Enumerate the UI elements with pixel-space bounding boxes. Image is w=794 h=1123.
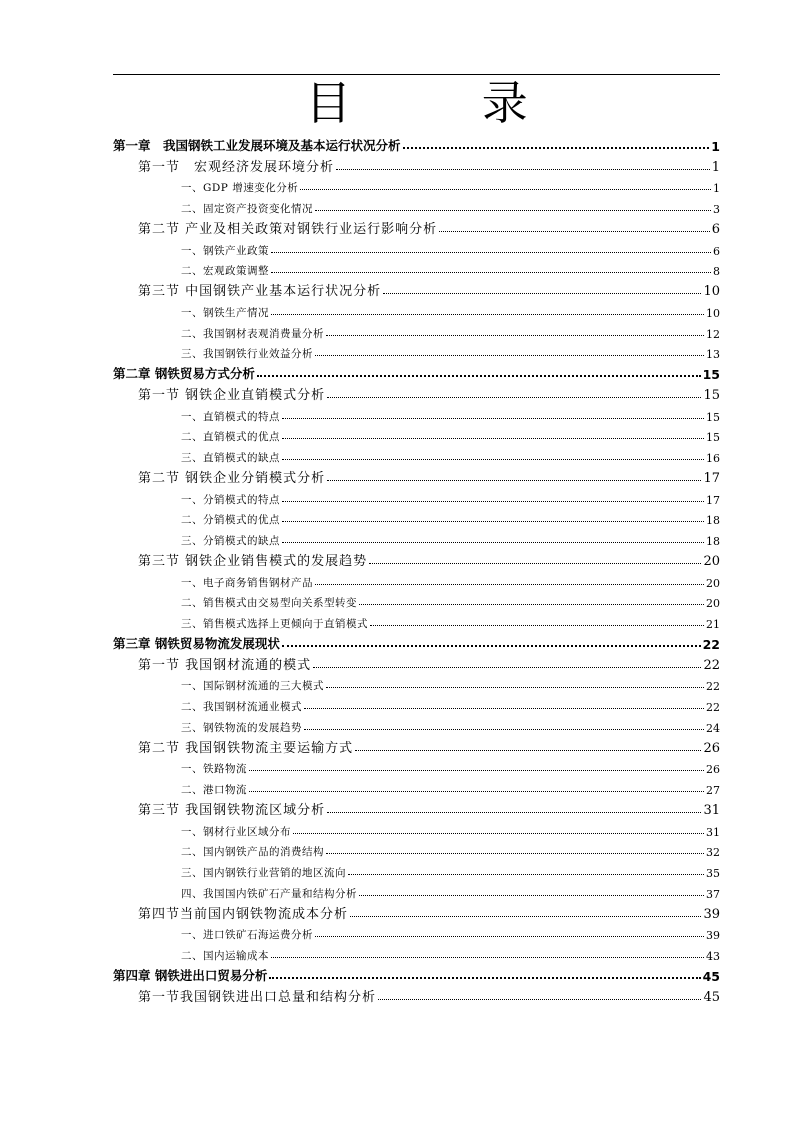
dot-leader (271, 314, 704, 315)
toc-page-number: 18 (706, 535, 720, 548)
toc-section-entry[interactable] (113, 548, 720, 569)
dot-leader (249, 791, 704, 792)
toc-entry-title: 四、我国国内铁矿石产量和结构分析 (181, 887, 357, 900)
toc-entry-title: 第二章 钢铁贸易方式分析 (113, 366, 255, 381)
toc-entry-title: 二、销售模式由交易型向关系型转变 (181, 597, 357, 610)
dot-leader (327, 480, 701, 481)
toc-page-number: 3 (713, 203, 720, 216)
header-rule (113, 74, 720, 75)
toc-entry-title: 第三节 钢铁企业销售模式的发展趋势 (138, 553, 368, 569)
dot-leader (315, 584, 704, 585)
toc-entry-title: 二、国内运输成本 (181, 950, 269, 962)
toc-section-entry[interactable] (113, 901, 720, 922)
toc-page-number: 39 (706, 929, 720, 943)
toc-chapter-entry[interactable] (113, 133, 720, 154)
toc-entry-title: 第一节 钢铁企业直销模式分析 (138, 387, 326, 403)
dot-leader (282, 438, 704, 439)
toc-entry-title: 三、直销模式的缺点 (181, 452, 280, 464)
dot-leader (383, 293, 701, 294)
toc-subsection-entry[interactable] (113, 507, 720, 528)
toc-section-entry[interactable] (113, 735, 720, 756)
toc-page-number: 32 (706, 846, 720, 860)
toc-page-number: 31 (703, 802, 720, 818)
toc-page-number: 17 (703, 470, 720, 486)
page-title: 目 录 (305, 76, 586, 130)
toc-entry-title: 第一节我国钢铁进出口总量和结构分析 (138, 989, 377, 1005)
toc-subsection-entry[interactable] (113, 569, 720, 590)
toc-page-number: 20 (706, 597, 720, 611)
toc-entry-title: 第四章 钢铁进出口贸易分析 (113, 967, 268, 983)
toc-entry-title: 二、固定资产投资变化情况 (181, 203, 313, 215)
toc-page-number: 26 (703, 740, 720, 756)
toc-subsection-entry[interactable] (113, 818, 720, 839)
toc-subsection-entry[interactable] (113, 403, 720, 424)
dot-leader (282, 418, 704, 419)
toc-section-entry[interactable] (113, 154, 720, 175)
toc-page-number: 15 (706, 410, 720, 424)
toc-subsection-entry[interactable] (113, 610, 720, 631)
dot-leader (282, 521, 704, 522)
toc-section-entry[interactable] (113, 797, 720, 818)
toc-entry-title: 二、宏观政策调整 (181, 265, 269, 278)
dot-leader (282, 645, 701, 647)
toc-entry-title: 二、国内钢铁产品的消费结构 (181, 846, 324, 859)
toc-page-number: 22 (706, 701, 720, 714)
toc-page-number: 15 (703, 387, 720, 403)
toc-section-entry[interactable] (113, 984, 720, 1005)
toc-entry-title: 一、钢材行业区域分布 (181, 825, 291, 838)
dot-leader (369, 563, 701, 564)
toc-subsection-entry[interactable] (113, 942, 720, 963)
dot-leader (336, 169, 710, 170)
toc-page-number: 12 (706, 327, 720, 341)
toc-entry-title: 二、我国钢材流通业模式 (181, 701, 302, 713)
toc-subsection-entry[interactable] (113, 859, 720, 880)
toc-subsection-entry[interactable] (113, 839, 720, 860)
toc-page-number: 31 (706, 825, 720, 839)
toc-subsection-entry[interactable] (113, 776, 720, 797)
toc-subsection-entry[interactable] (113, 424, 720, 445)
toc-page-number: 8 (713, 265, 720, 279)
toc-page-number: 27 (706, 784, 720, 797)
toc-page-number: 45 (703, 989, 720, 1005)
toc-subsection-entry[interactable] (113, 714, 720, 735)
toc-subsection-entry[interactable] (113, 341, 720, 362)
toc-entry-title: 第二节 钢铁企业分销模式分析 (138, 470, 326, 486)
toc-page-number: 26 (706, 763, 720, 777)
toc-entry-title: 第一节 宏观经济发展环境分析 (138, 159, 335, 175)
toc-page-number: 21 (706, 618, 720, 631)
toc-page-number: 45 (702, 968, 720, 984)
dot-leader (271, 272, 711, 273)
toc-page-number: 18 (706, 514, 720, 528)
toc-subsection-entry[interactable] (113, 880, 720, 901)
toc-page-number: 39 (703, 906, 720, 922)
toc-subsection-entry[interactable] (113, 258, 720, 279)
toc-page-number: 6 (713, 244, 720, 258)
toc-entry-title: 第二节 我国钢铁物流主要运输方式 (138, 740, 354, 756)
toc-subsection-entry[interactable] (113, 527, 720, 548)
toc-entry-title: 一、进口铁矿石海运费分析 (181, 929, 313, 942)
toc-subsection-entry[interactable] (113, 922, 720, 943)
toc-entry-title: 三、销售模式选择上更倾向于直销模式 (181, 618, 368, 630)
toc-page-number: 37 (706, 887, 720, 901)
dot-leader (403, 147, 710, 149)
toc-subsection-entry[interactable] (113, 486, 720, 507)
toc-page-number: 24 (706, 721, 720, 735)
dot-leader (315, 355, 704, 356)
toc-entry-title: 第三章 钢铁贸易物流发展现状 (113, 635, 280, 651)
toc-subsection-entry[interactable] (113, 195, 720, 216)
toc-entry-title: 三、国内钢铁行业营销的地区流向 (181, 867, 346, 879)
toc-entry-title: 三、我国钢铁行业效益分析 (181, 348, 313, 361)
toc-page-number: 22 (706, 680, 720, 694)
dot-leader (315, 936, 704, 937)
toc-page-number: 20 (703, 553, 720, 569)
dot-leader (282, 542, 704, 543)
toc-entry-title: 一、国际钢材流通的三大模式 (181, 680, 324, 693)
toc-entry-title: 一、铁路物流 (181, 763, 247, 776)
dot-leader (378, 999, 701, 1000)
toc-subsection-entry[interactable] (113, 444, 720, 465)
dot-leader (326, 335, 704, 336)
dot-leader (326, 687, 704, 688)
toc-section-entry[interactable] (113, 465, 720, 486)
dot-leader (348, 874, 704, 875)
toc-page-number: 10 (706, 306, 720, 320)
dot-leader (257, 375, 701, 377)
toc-page-number: 1 (711, 138, 720, 154)
toc-section-entry[interactable] (113, 278, 720, 299)
toc-subsection-entry[interactable] (113, 299, 720, 320)
toc-entry-title: 第一节 我国钢材流通的模式 (138, 657, 312, 673)
toc-page-number: 16 (706, 452, 720, 465)
toc-entry-title: 一、GDP 增速变化分析 (181, 182, 299, 195)
toc-page-number: 15 (706, 431, 720, 445)
toc-section-entry[interactable] (113, 216, 720, 237)
dot-leader (350, 916, 701, 917)
dot-leader (300, 189, 711, 190)
toc-page-number: 43 (706, 950, 720, 963)
toc-page-number: 17 (706, 493, 720, 507)
toc-subsection-entry[interactable] (113, 673, 720, 694)
dot-leader (315, 210, 711, 211)
dot-leader (282, 501, 704, 502)
toc-subsection-entry[interactable] (113, 693, 720, 714)
dot-leader (249, 770, 704, 771)
toc-chapter-entry[interactable] (113, 631, 720, 652)
toc-page-number: 22 (702, 636, 720, 652)
dot-leader (271, 957, 704, 958)
toc-subsection-entry[interactable] (113, 320, 720, 341)
dot-leader (359, 895, 704, 896)
toc-chapter-entry[interactable] (113, 361, 720, 382)
toc-entry-title: 一、分销模式的特点 (181, 493, 280, 506)
dot-leader (304, 729, 704, 730)
toc-entry-title: 二、港口物流 (181, 784, 247, 796)
toc-section-entry[interactable] (113, 652, 720, 673)
toc-entry-title: 二、分销模式的优点 (181, 514, 280, 527)
dot-leader (439, 231, 710, 232)
dot-leader (271, 252, 711, 253)
dot-leader (359, 604, 704, 605)
dot-leader (293, 833, 704, 834)
toc-entry-title: 第四节当前国内钢铁物流成本分析 (138, 906, 349, 922)
toc-page-number: 15 (702, 367, 720, 382)
toc-entry-title: 二、直销模式的优点 (181, 431, 280, 444)
toc-subsection-entry[interactable] (113, 175, 720, 196)
dot-leader (355, 750, 701, 751)
dot-leader (327, 397, 701, 398)
toc-entry-title: 三、钢铁物流的发展趋势 (181, 721, 302, 734)
table-of-contents (113, 133, 720, 1005)
toc-page-number: 1 (711, 159, 720, 175)
dot-leader (304, 708, 704, 709)
toc-entry-title: 二、我国钢材表观消费量分析 (181, 327, 324, 340)
dot-leader (313, 667, 701, 668)
toc-page-number: 13 (706, 348, 720, 362)
toc-entry-title: 第二节 产业及相关政策对钢铁行业运行影响分析 (138, 221, 438, 237)
toc-page-number: 6 (711, 221, 720, 237)
dot-leader (269, 977, 700, 979)
toc-entry-title: 第一章 我国钢铁工业发展环境及基本运行状况分析 (113, 137, 401, 153)
toc-entry-title: 第三节 我国钢铁物流区域分析 (138, 802, 326, 818)
toc-entry-title: 第三节 中国钢铁产业基本运行状况分析 (138, 284, 382, 299)
toc-subsection-entry[interactable] (113, 237, 720, 258)
toc-entry-title: 一、钢铁产业政策 (181, 244, 269, 257)
toc-page-number: 1 (713, 182, 720, 196)
toc-entry-title: 一、直销模式的特点 (181, 410, 280, 423)
toc-page-number: 20 (706, 576, 720, 590)
dot-leader (327, 812, 701, 813)
toc-entry-title: 一、电子商务销售钢材产品 (181, 576, 313, 589)
dot-leader (282, 459, 704, 460)
toc-subsection-entry[interactable] (113, 756, 720, 777)
toc-page-number: 35 (706, 867, 720, 880)
toc-page-number: 22 (703, 657, 720, 673)
toc-page-number: 10 (703, 284, 720, 299)
toc-chapter-entry[interactable] (113, 963, 720, 984)
toc-entry-title: 一、钢铁生产情况 (181, 306, 269, 319)
toc-subsection-entry[interactable] (113, 590, 720, 611)
dot-leader (326, 853, 704, 854)
dot-leader (370, 625, 704, 626)
toc-section-entry[interactable] (113, 382, 720, 403)
toc-entry-title: 三、分销模式的缺点 (181, 535, 280, 547)
